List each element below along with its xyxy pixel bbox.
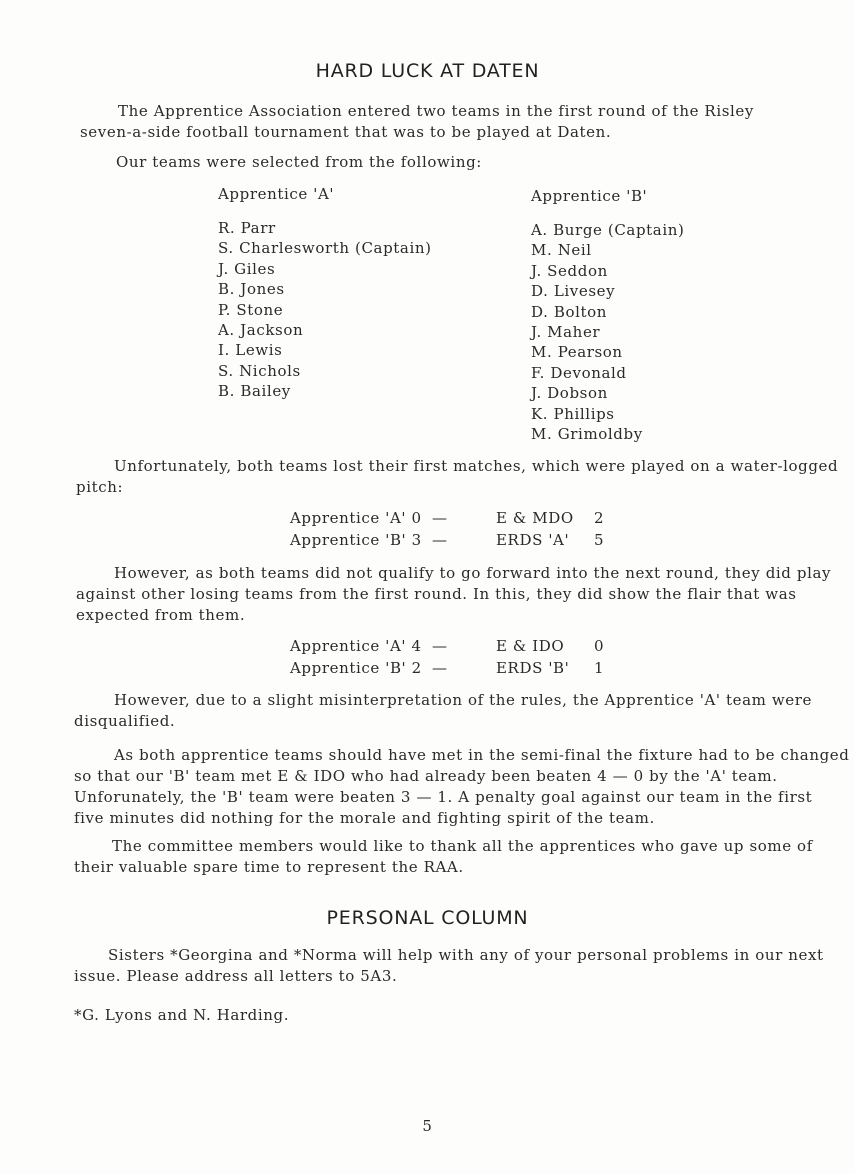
result-row <box>290 658 604 680</box>
unfortunately-line-1: Unfortunately, both teams lost their first matches, which were played on a water-logged <box>114 457 839 475</box>
player: P. Stone <box>218 300 284 319</box>
unfortunately-line-2: pitch: <box>76 478 124 496</box>
result-team: Apprentice 'A' 4 <box>290 637 422 655</box>
however-paragraph-1 <box>76 563 855 626</box>
result-score: 0 <box>594 637 605 655</box>
result-opponent: ERDS 'A' <box>496 530 570 549</box>
result-dash: — <box>432 530 448 549</box>
intro-line-1: The Apprentice Association entered two teams in the first round of the Risley <box>118 102 754 120</box>
player: B. Jones <box>218 280 285 299</box>
player: M. Grimoldby <box>531 425 643 444</box>
personal-line-1: Sisters *Georgina and *Norma will help with any of your personal problems in our next <box>108 946 824 964</box>
result-score: 2 <box>594 509 605 527</box>
player: A. Jackson <box>218 321 304 340</box>
however1-line-1: However, as both teams did not qualify to go forward into the next round, they did play <box>114 564 832 582</box>
result-row <box>290 508 604 530</box>
result-opponent: E & IDO <box>496 637 565 655</box>
player: F. Devonald <box>531 363 627 382</box>
page-number: 5 <box>422 1117 433 1135</box>
player: J. Dobson <box>531 384 608 403</box>
intro-paragraph <box>74 101 854 143</box>
result-dash: — <box>432 509 448 527</box>
personal-column-title: PERSONAL COLUMN <box>326 907 529 929</box>
player: K. Phillips <box>531 404 615 423</box>
semi-line-3: Unforunately, the 'B' team were beaten 3 — 1. A penalty goal against our team in the first <box>74 788 813 806</box>
player: J. Maher <box>531 323 601 342</box>
result-dash: — <box>432 637 448 655</box>
result-score: 1 <box>594 658 605 677</box>
player: I. Lewis <box>218 341 283 360</box>
thanks-paragraph <box>74 836 854 878</box>
semi-line-2: so that our 'B' team met E & IDO who had already been beaten 4 — 0 by the 'A' team. <box>74 767 778 785</box>
result-team: Apprentice 'A' 0 <box>290 509 422 527</box>
however1-line-3: expected from them. <box>76 606 246 624</box>
player: S. Nichols <box>218 361 301 380</box>
result-opponent: E & MDO <box>496 509 574 527</box>
footnote <box>74 1005 854 1026</box>
first-round-results <box>290 508 604 551</box>
player: J. Giles <box>218 259 276 278</box>
player: D. Livesey <box>531 282 616 301</box>
team-b-heading: Apprentice 'B' <box>531 187 648 205</box>
article-title: HARD LUCK AT DATEN <box>315 60 540 82</box>
player: A. Burge (Captain) <box>531 221 685 239</box>
team-a-heading: Apprentice 'A' <box>218 185 335 203</box>
player: M. Neil <box>531 241 592 260</box>
thanks-line-1: The committee members would like to thank all the apprentices who gave up some of <box>112 837 813 855</box>
result-dash: — <box>432 658 448 677</box>
result-team: Apprentice 'B' 2 <box>290 658 422 677</box>
personal-column-paragraph <box>74 945 854 987</box>
player: R. Parr <box>218 219 276 237</box>
however2-line-1: However, due to a slight misinterpretation of the rules, the Apprentice 'A' team were <box>114 691 813 709</box>
footnote-line: *G. Lyons and N. Harding. <box>74 1006 290 1024</box>
however1-line-2: against other losing teams from the first round. In this, they did show the flair that was <box>76 585 797 603</box>
selection-line: Our teams were selected from the following: <box>116 153 482 171</box>
selection-paragraph <box>116 152 855 173</box>
player: S. Charlesworth (Captain) <box>218 239 432 258</box>
semi-final-paragraph <box>74 745 854 829</box>
player: J. Seddon <box>531 261 608 280</box>
personal-line-2: issue. Please address all letters to 5A3. <box>74 967 398 985</box>
unfortunately-paragraph <box>76 456 855 498</box>
semi-line-4: five minutes did nothing for the morale and fighting spirit of the team. <box>74 809 655 827</box>
result-score: 5 <box>594 530 605 549</box>
intro-line-2: seven-a-side football tournament that was to be played at Daten. <box>80 123 612 141</box>
player: M. Pearson <box>531 343 623 362</box>
result-team: Apprentice 'B' 3 <box>290 530 422 549</box>
result-row <box>290 636 604 658</box>
team-a-list <box>218 218 432 402</box>
player: B. Bailey <box>218 382 291 401</box>
thanks-line-2: their valuable spare time to represent the RAA. <box>74 858 464 876</box>
team-b-list <box>531 220 684 444</box>
player: D. Bolton <box>531 302 607 321</box>
second-round-results <box>290 636 604 679</box>
result-opponent: ERDS 'B' <box>496 658 570 677</box>
result-row <box>290 530 604 552</box>
semi-line-1: As both apprentice teams should have met in the semi-final the fixture had to be changed <box>114 746 850 764</box>
however-paragraph-2 <box>74 690 854 732</box>
however2-line-2: disqualified. <box>74 712 176 730</box>
